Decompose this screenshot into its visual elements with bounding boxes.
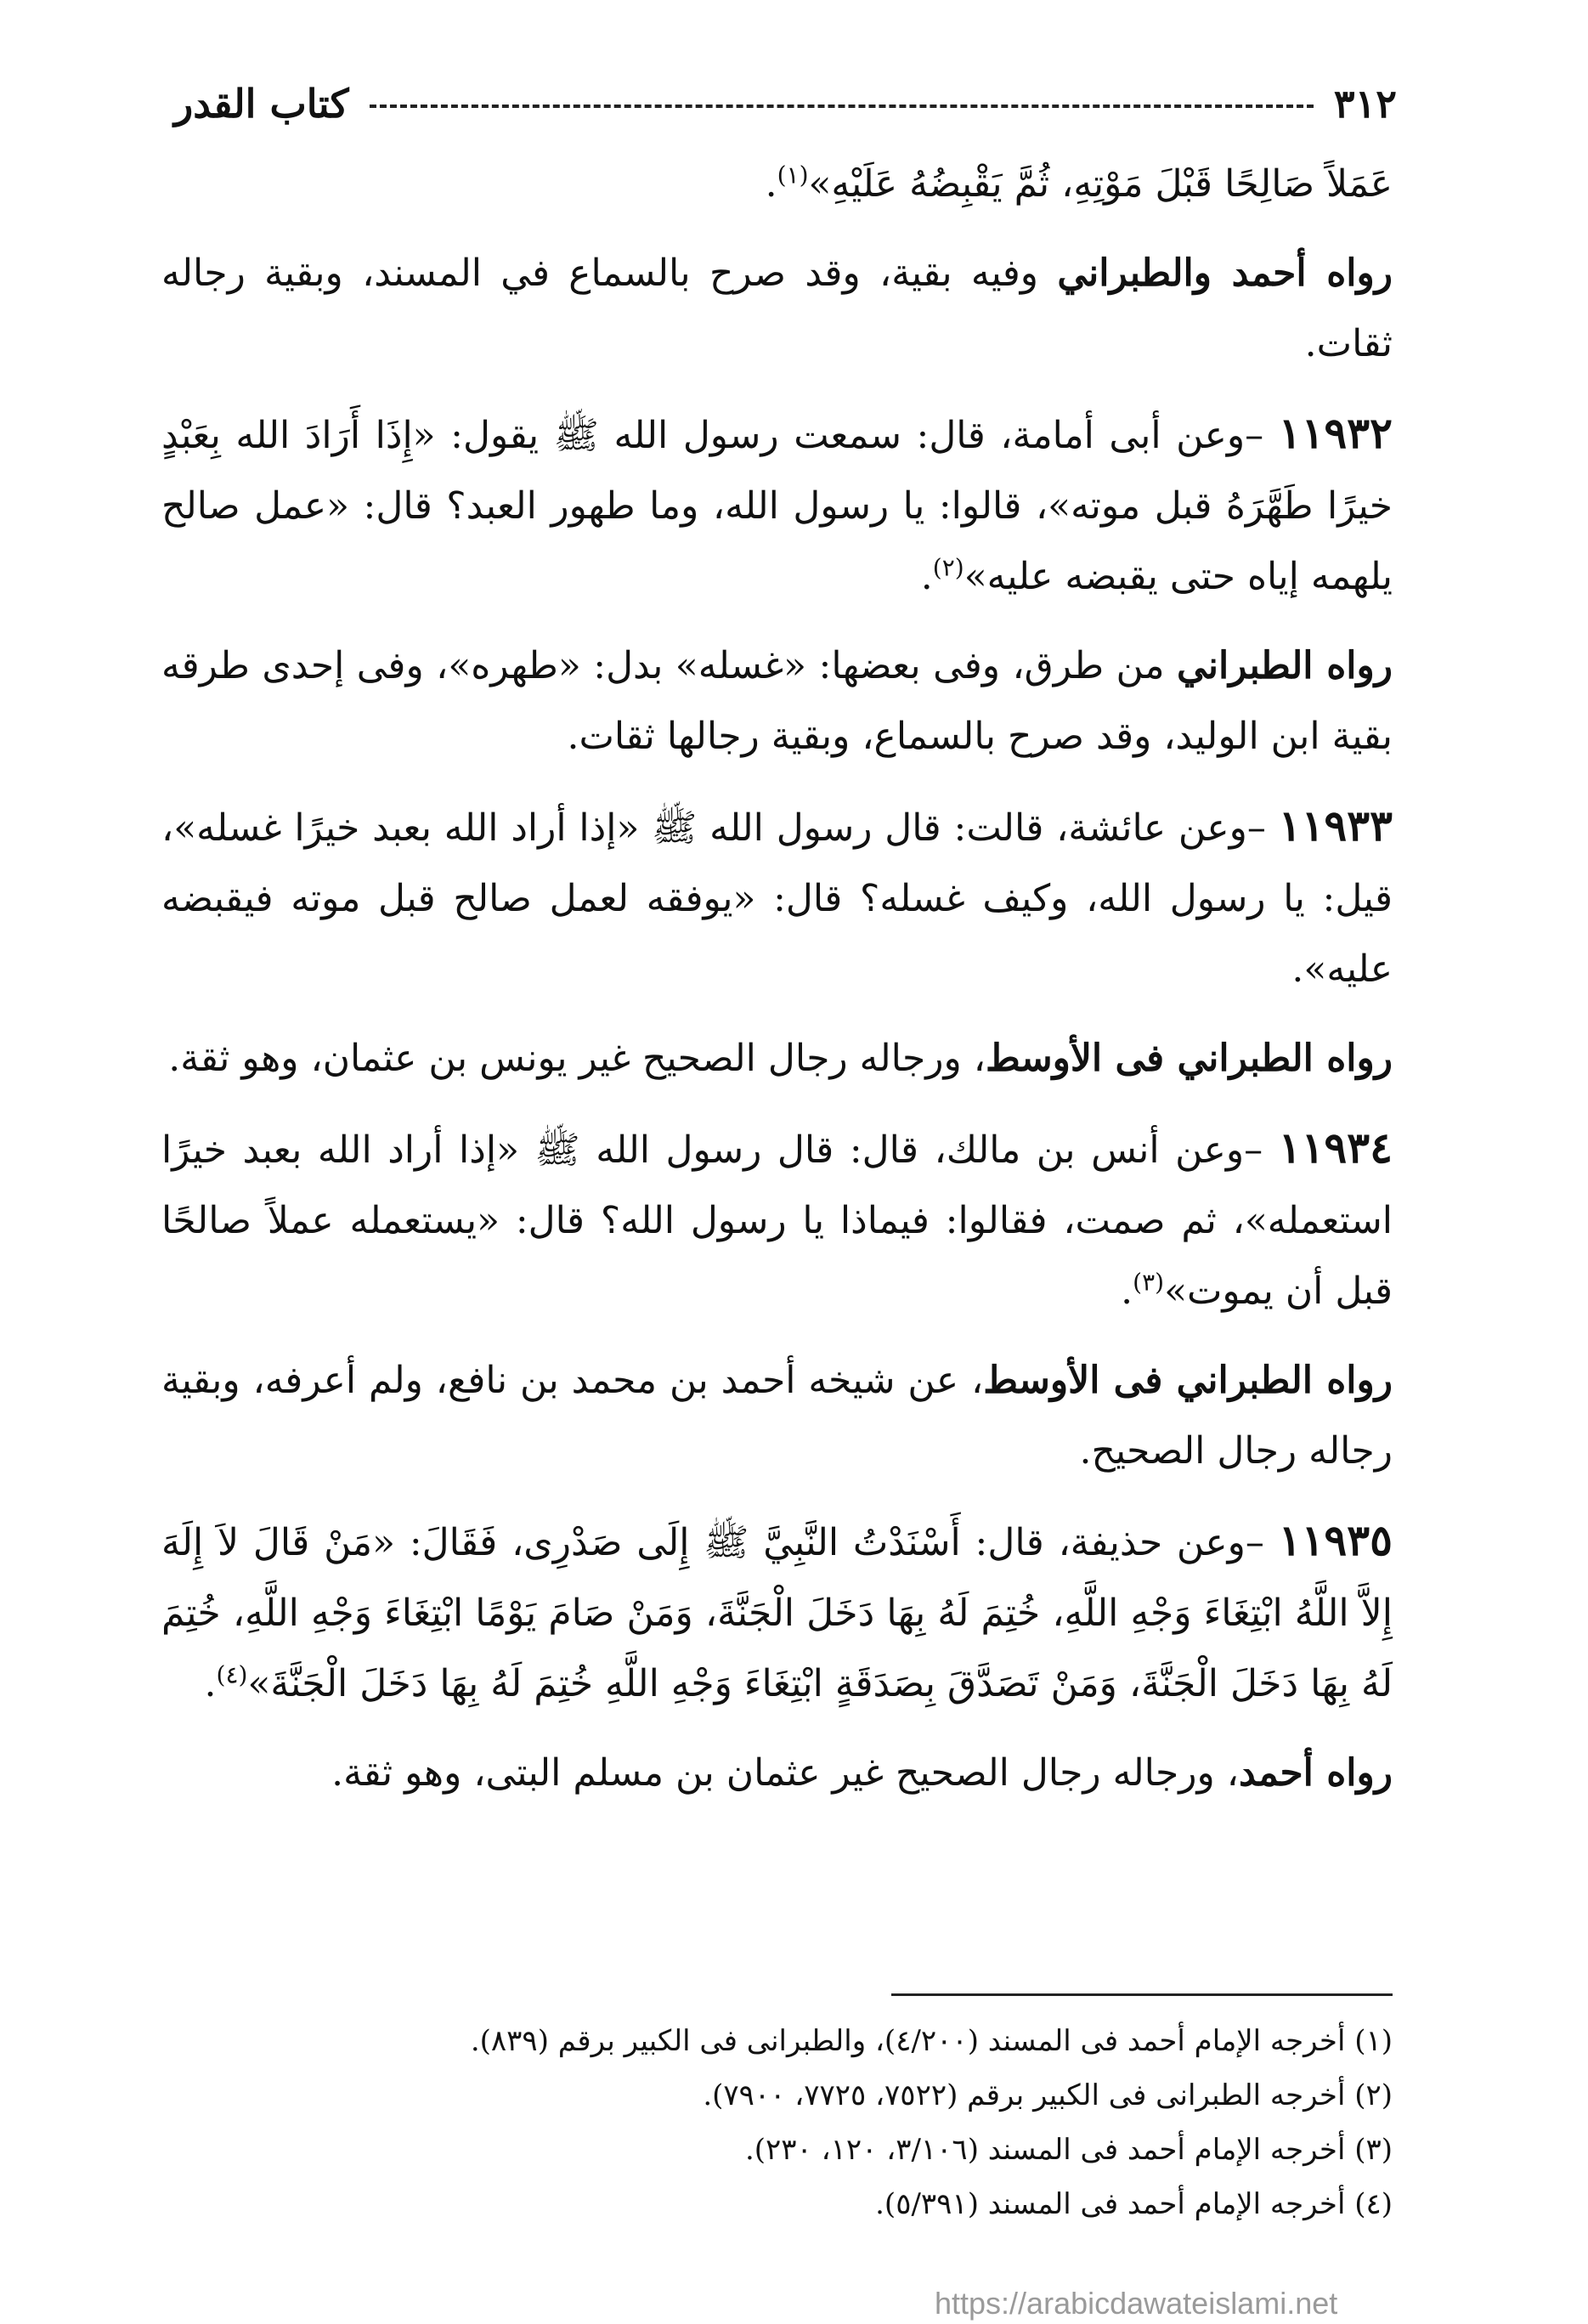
page-body: [161, 149, 1393, 1827]
paragraph-2: رواه أحمد والطبراني وفيه بقية، وقد صرح بالسماع في المسند، وبقية رجاله ثقات.: [161, 252, 1393, 365]
paragraph-10: رواه أحمد، ورجاله رجال الصحيح غير عثمان بن مسلم البتى، وهو ثقة.: [331, 1751, 1393, 1795]
hadith-number: ١١٩٣٥: [1278, 1515, 1393, 1565]
hadith-11935: ١١٩٣٥ –وعن حذيفة، قال: أَسْنَدْتُ النَّبِيَّ ﷺ إِلَى صَدْرِى، فَقَالَ: «مَنْ قَالَ لاَ إِلَهَ إِلاَّ اللَّهُ ابْتِغَاءَ وَجْهِ اللَّهِ، خُتِمَ لَهُ بِهَا دَخَلَ الْجَنَّةَ، وَمَنْ صَامَ يَوْمًا ابْتِغَاءَ وَجْهِ اللَّهِ، خُتِمَ لَهُ بِهَا دَخَلَ الْجَنَّةَ، وَمَنْ تَصَدَّقَ بِصَدَقَةٍ ابْتِغَاءَ وَجْهِ اللَّهِ خُتِمَ لَهُ بِهَا دَخَلَ الْجَنَّةَ»$^{(٤)}$.: [161, 1515, 1393, 1705]
hadith-number: ١١٩٣٢: [1278, 408, 1393, 458]
footnotes: [161, 2014, 1393, 2231]
source-ref: رواه أحمد والطبراني: [1057, 252, 1393, 295]
hadith-number: ١١٩٣٤: [1278, 1122, 1393, 1173]
hadith-11933: ١١٩٣٣ –وعن عائشة، قالت: قال رسول الله ﷺ «إذا أراد الله بعبد خيرًا غسله»، قيل: يا رسول الله، وكيف غسله؟ قال: «يوفقه لعمل صالح قبل موته فيقبضه عليه».: [161, 800, 1393, 991]
footnote-3: (٣) أخرجه الإمام أحمد فى المسند (٣/١٠٦، ١٢٠، ٢٣٠).: [744, 2133, 1393, 2167]
footnote-1: (١) أخرجه الإمام أحمد فى المسند (٤/٢٠٠)، والطبرانى فى الكبير برقم (٨٣٩).: [470, 2024, 1393, 2058]
hadith-11932: ١١٩٣٢ –وعن أبى أمامة، قال: سمعت رسول الله ﷺ يقول: «إِذَا أَرَادَ الله بِعَبْدٍ خيرًا طَهَّرَهُ قبل موته»، قالوا: يا رسول الله، وما طهور العبد؟ قال: «عمل صالح يلهمه إياه حتى يقبضه عليه»$^{(٢)}$.: [161, 408, 1393, 598]
source-ref: رواه الطبراني فى الأوسط: [983, 1359, 1393, 1402]
footnote-divider: [891, 1993, 1393, 1996]
paragraph-1: عَمَلاً صَالِحًا قَبْلَ مَوْتِهِ، ثُمَّ يَقْبِضُهُ عَلَيْهِ»$^{(١)}$.: [765, 161, 1393, 206]
footnote-ref-2: (٢): [932, 553, 964, 582]
page-number: ٣١٢: [1333, 81, 1397, 127]
paragraph-6: رواه الطبراني فى الأوسط، ورجاله رجال الصحيح غير يونس بن عثمان، وهو ثقة.: [168, 1037, 1393, 1080]
header-dashes: [370, 105, 1314, 108]
source-ref: رواه الطبراني: [1177, 644, 1393, 687]
footnote-2: (٢) أخرجه الطبرانى فى الكبير برقم (٧٥٢٢، ٧٧٢٥، ٧٩٠٠).: [703, 2078, 1393, 2112]
footnote-4: (٤) أخرجه الإمام أحمد فى المسند (٥/٣٩١).: [875, 2187, 1393, 2221]
footnote-ref-3: (٣): [1133, 1268, 1165, 1297]
footnote-ref-1: (١): [777, 161, 809, 189]
page-header: [174, 81, 1397, 127]
watermark-url: https://arabicdawateislami.net: [935, 2286, 1338, 2321]
source-ref: رواه الطبراني فى الأوسط: [985, 1037, 1393, 1080]
hadith-number: ١١٩٣٣: [1278, 800, 1393, 851]
footnote-ref-4: (٤): [216, 1660, 248, 1689]
paragraph-8: رواه الطبراني فى الأوسط، عن شيخه أحمد بن محمد بن نافع، ولم أعرفه، وبقية رجاله رجال الصحيح.: [161, 1359, 1393, 1473]
source-ref: رواه أحمد: [1238, 1751, 1393, 1795]
hadith-11934: ١١٩٣٤ –وعن أنس بن مالك، قال: قال رسول الله ﷺ «إذا أراد الله بعبد خيرًا استعمله»، ثم صمت، فقالوا: فيماذا يا رسول الله؟ قال: «يستعمله عملاً صالحًا قبل أن يموت»$^{(٣)}$.: [161, 1122, 1393, 1313]
paragraph-4: رواه الطبراني من طرق، وفى بعضها: «غسله» بدل: «طهره»، وفى إحدى طرقه بقية ابن الوليد، وقد صرح بالسماع، وبقية رجالها ثقات.: [161, 644, 1393, 758]
book-title: كتاب القدر: [174, 81, 349, 127]
